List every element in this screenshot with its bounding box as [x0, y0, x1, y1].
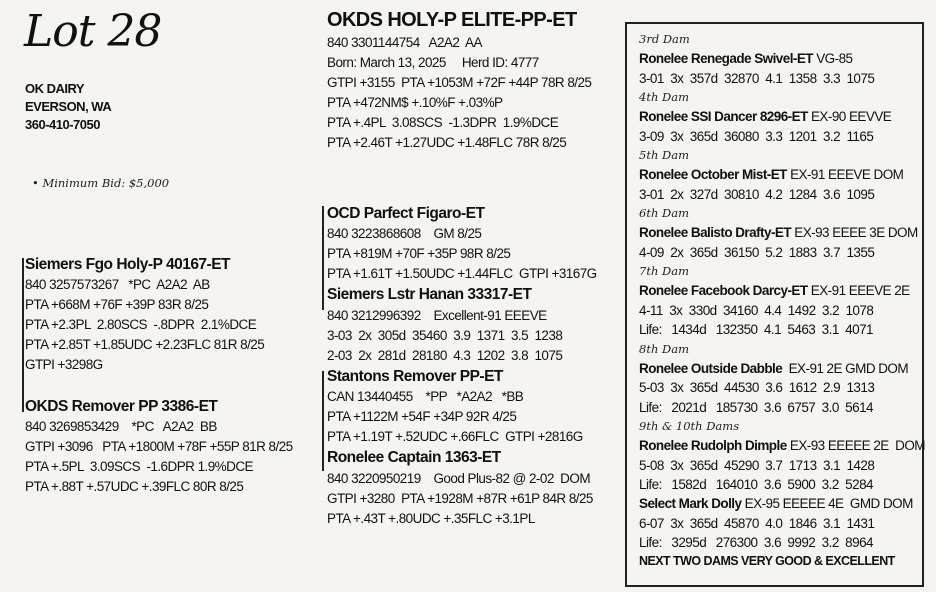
dam-sire-name: Stantons Remover PP-ET: [327, 367, 503, 385]
sire-dam-name: Siemers Lstr Hanan 33317-ET: [327, 286, 532, 303]
sire-line: PTA +2.3PL 2.80SCS -.8DPR 2.1%DCE: [25, 317, 257, 332]
sire-line: 840 3257573267 *PC A2A2 AB: [25, 277, 210, 292]
dam-record: 5-08 3x 365d 45290 3.7 1713 3.1 1428: [639, 457, 875, 473]
animal-line: Born: March 13, 2025 Herd ID: 4777: [327, 55, 539, 70]
dam-generation-label: 8th Dam: [639, 341, 689, 356]
dam-entry-title: [639, 223, 925, 242]
sire-line: PTA +668M +76F +39P 83R 8/25: [25, 297, 209, 312]
dam-entry-title: [639, 436, 925, 455]
dam-name: Ronelee Rudolph Dimple: [639, 438, 787, 454]
dam-name: Ronelee Renegade Swivel-ET: [639, 51, 814, 67]
sire-sire-line: 840 3223868608 GM 8/25: [327, 226, 482, 241]
maternal-line-box: [625, 22, 924, 587]
dam-line: PTA +.88T +.57UDC +.39FLC 80R 8/25: [25, 479, 244, 494]
consignor-location: EVERSON, WA: [25, 99, 112, 114]
dam-record: Life: 1582d 164010 3.6 5900 3.2 5284: [639, 476, 874, 492]
dam-generation-label: 4th Dam: [639, 90, 689, 105]
dam-generation-label: 5th Dam: [639, 148, 689, 163]
footer-note: NEXT TWO DAMS VERY GOOD & EXCELLENT: [639, 554, 895, 569]
dam-line: 840 3269853429 *PC A2A2 BB: [25, 419, 217, 434]
dam-record: 4-11 3x 330d 34160 4.4 1492 3.2 1078: [639, 302, 874, 318]
dam-classification: EX-91 2E GMD DOM: [782, 360, 909, 376]
consignor-name: OK DAIRY: [25, 81, 85, 96]
dam-name: Ronelee October Mist-ET: [639, 167, 787, 183]
sire-dam-line: 840 3212996392 Excellent-91 EEEVE: [327, 307, 547, 323]
dam-entry-title: [639, 494, 925, 513]
dam-sire-line: CAN 13440455 *PP *A2A2 *BB: [327, 389, 524, 404]
sire-sire-name: OCD Parfect Figaro-ET: [327, 205, 485, 222]
animal-line: PTA +2.46T +1.27UDC +1.48FLC 78R 8/25: [327, 135, 567, 150]
lot-number: Lot 28: [24, 6, 162, 57]
dam-record: 3-01 3x 357d 32870 4.1 1358 3.3 1075: [639, 70, 875, 86]
sire-line: GTPI +3298G: [25, 357, 103, 372]
dam-name: Ronelee Facebook Darcy-ET: [639, 283, 808, 299]
minimum-bid: • Minimum Bid: $5,000: [32, 176, 170, 190]
dam-generation-label: 3rd Dam: [639, 32, 690, 46]
sire-name: Siemers Fgo Holy-P 40167-ET: [25, 256, 231, 273]
dam-record: 3-09 3x 365d 36080 3.3 1201 3.2 1165: [639, 128, 874, 144]
grandparents-block: [327, 204, 597, 529]
dam-classification: EX-93 EEEEE 2E DOM: [786, 438, 925, 454]
dam-sire-line: PTA +1.19T +.52UDC +.66FLC GTPI +2816G: [327, 429, 583, 444]
dams-list: [639, 30, 925, 572]
dam-name: OKDS Remover PP 3386-ET: [25, 398, 218, 415]
dam-record: 3-01 2x 327d 30810 4.2 1284 3.6 1095: [639, 186, 875, 202]
sire-sire-line: PTA +819M +70F +35P 98R 8/25: [327, 246, 511, 261]
dam-generation-label: 7th Dam: [639, 264, 689, 279]
dam-record: Life: 3295d 276300 3.6 9992 3.2 8964: [639, 534, 874, 550]
dam-classification: EX-95 EEEEE 4E GMD DOM: [741, 496, 913, 512]
sire-sire-line: PTA +1.61T +1.50UDC +1.44FLC GTPI +3167G: [327, 266, 597, 281]
pedigree-bracket: [322, 371, 324, 471]
dam-classification: EX-91 EEEVE 2E: [807, 283, 910, 299]
dam-record: 6-07 3x 365d 45870 4.0 1846 3.1 1431: [639, 515, 875, 531]
dam-entry-title: [639, 165, 925, 184]
animal-line: GTPI +3155 PTA +1053M +72F +44P 78R 8/25: [327, 75, 592, 90]
dam-entry-title: [639, 49, 925, 68]
dam-name: Ronelee Outside Dabble: [639, 360, 783, 376]
consignor-info: [25, 80, 111, 134]
dam-generation-label: 9th & 10th Dams: [639, 418, 740, 433]
animal-line: PTA +.4PL 3.08SCS -1.3DPR 1.9%DCE: [327, 115, 559, 130]
dam-classification: EX-93 EEEE 3E DOM: [791, 225, 918, 241]
sire-line: PTA +2.85T +1.85UDC +2.23FLC 81R 8/25: [25, 337, 265, 352]
dam-dam-line: GTPI +3280 PTA +1928M +87R +61P 84R 8/25: [327, 490, 593, 506]
main-animal: [327, 7, 591, 153]
pedigree-bracket: [22, 258, 24, 412]
dam-dam-line: PTA +.43T +.80UDC +.35FLC +3.1PL: [327, 510, 535, 526]
dam-classification: EX-91 EEEVE DOM: [786, 167, 904, 183]
dam-record: 4-09 2x 365d 36150 5.2 1883 3.7 1355: [639, 244, 875, 260]
dam-record: Life: 1434d 132350 4.1 5463 3.1 4071: [639, 322, 874, 338]
dam-sire-line: PTA +1122M +54F +34P 92R 4/25: [327, 409, 517, 424]
animal-name: OKDS HOLY-P ELITE-PP-ET: [327, 9, 577, 31]
dam-dam-name: Ronelee Captain 1363-ET: [327, 449, 501, 466]
sire-dam-line: 3-03 2x 305d 35460 3.9 1371 3.5 1238: [327, 327, 563, 343]
dam-entry-title: [639, 359, 925, 378]
dam-name: Ronelee SSI Dancer 8296-ET: [639, 109, 808, 125]
dam-line: PTA +.5PL 3.09SCS -1.6DPR 1.9%DCE: [25, 459, 253, 474]
sire-block: [25, 255, 264, 375]
animal-line: 840 3301144754 A2A2 AA: [327, 35, 482, 50]
dam-generation-label: 6th Dam: [639, 206, 689, 221]
sire-dam-line: 2-03 2x 281d 28180 4.3 1202 3.8 1075: [327, 347, 563, 363]
dam-name: Select Mark Dolly: [639, 496, 742, 512]
dam-dam-line: 840 3220950219 Good Plus-82 @ 2-02 DOM: [327, 470, 591, 486]
dam-classification: EX-90 EEVVE: [807, 109, 892, 125]
dam-record: 5-03 3x 365d 44530 3.6 1612 2.9 1313: [639, 380, 875, 396]
dam-name: Ronelee Balisto Drafty-ET: [639, 225, 792, 241]
dam-entry-title: [639, 107, 925, 126]
pedigree-bracket: [322, 206, 324, 310]
dam-line: GTPI +3096 PTA +1800M +78F +55P 81R 8/25: [25, 439, 293, 454]
dam-record: Life: 2021d 185730 3.6 6757 3.0 5614: [639, 399, 874, 415]
animal-line: PTA +472NM$ +.10%F +.03%P: [327, 95, 503, 110]
consignor-phone: 360-410-7050: [25, 117, 100, 132]
dam-entry-title: [639, 281, 925, 300]
dam-block: [25, 397, 293, 497]
dam-classification: VG-85: [813, 51, 853, 67]
